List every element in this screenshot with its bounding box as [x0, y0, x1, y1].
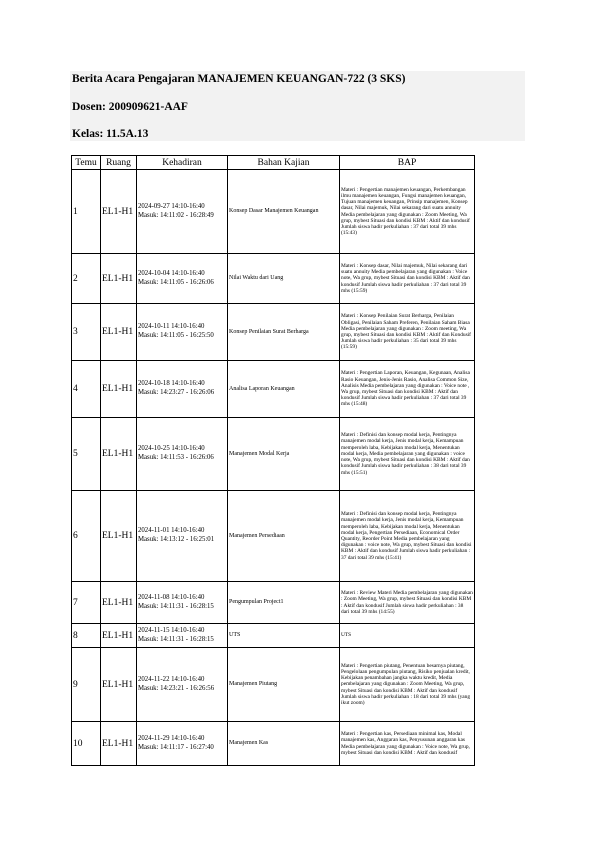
schedule-time: 2024-10-25 14:10-16:40	[138, 445, 205, 453]
cell-kehadiran	[137, 722, 228, 766]
cell-kehadiran	[137, 491, 228, 582]
checkin-time: Masuk: 14:13:12 - 16:25:01	[138, 536, 215, 543]
cell-bahan-kajian: UTS	[228, 624, 340, 648]
cell-ruang: EL1-H1	[101, 722, 137, 766]
cell-temu: 1	[72, 170, 101, 254]
cell-bahan-kajian: Analisa Laporan Keuangan	[228, 361, 340, 418]
col-header-kehadiran: Kehadiran	[137, 156, 228, 170]
cell-kehadiran	[137, 170, 228, 254]
cell-kehadiran	[137, 361, 228, 418]
lecturer-label: Dosen: 200909621-AAF	[72, 101, 188, 113]
checkin-time: Masuk: 14:11:02 - 16:28:49	[138, 211, 214, 219]
checkin-time: Masuk: 14:23:27 - 16:26:06	[138, 389, 215, 396]
cell-bahan-kajian: Manajemen Modal Kerja	[228, 418, 340, 491]
cell-bap: Materi : Pengertian piutang, Penentuan besarnya piutang, Pengelolaan pengumpulan piutang, Risiko penjualan kredit, Kebijakan penambahan jangka waktu kredit, Media pembelajaran yang digunakan : Zoom Meeting, Wa grup, mybest Situasi dan kondisi KBM : Aktif dan kondusif Jumlah siswa hadir perkuliahan : 18 dari total 39 mhs (yang ikut zoom)	[340, 648, 475, 722]
cell-ruang: EL1-H1	[101, 170, 137, 254]
cell-kehadiran	[137, 418, 228, 491]
cell-bahan-kajian: Konsep Dasar Manajemen Keuangan	[228, 170, 340, 254]
cell-temu: 2	[72, 254, 101, 304]
checkin-time: Masuk: 14:11:05 - 16:26:06	[138, 278, 214, 286]
checkin-time: Masuk: 14:11:05 - 16:25:50	[138, 332, 214, 339]
schedule-time: 2024-11-01 14:10-16:40	[138, 527, 205, 535]
cell-ruang: EL1-H1	[101, 361, 137, 418]
cell-bahan-kajian: Manajemen Persediaan	[228, 491, 340, 582]
table-row	[72, 582, 475, 624]
table-row	[72, 418, 475, 491]
table-row	[72, 254, 475, 304]
col-header-ruang: Ruang	[101, 156, 137, 170]
col-header-temu: Temu	[72, 156, 101, 170]
schedule-time: 2024-10-11 14:10-16:40	[138, 323, 205, 331]
cell-ruang: EL1-H1	[101, 648, 137, 722]
table-row	[72, 304, 475, 361]
table-row	[72, 170, 475, 254]
checkin-time: Masuk: 14:11:31 - 16:28:15	[138, 635, 214, 643]
cell-temu: 4	[72, 361, 101, 418]
schedule-time: 2024-10-18 14:10-16:40	[138, 380, 205, 388]
cell-bap: Materi : Definisi dan konsep modal kerja, Pentingnya manajemen modal kerja, Jenis modal kerja, Kemampuan memperoleh laba, Kebijakan modal kerja, Menentukan modal kerja, Pengertian Persediaan, Economical Order Quantity, Reorder Point Media pembelajaran yang digunakan : voice note, Wa grup, mybest Situasi dan kondisi KBM : Aktif dan kondusif Jumlah siswa hadir perkuliahan : 37 dari total 39 mhs (15:41)	[340, 491, 475, 582]
table-row	[72, 624, 475, 648]
cell-bap: Materi : Definisi dan konsep modal kerja, Pentingnya manajemen modal kerja, Jenis modal kerja, Kemampuan memperoleh laba, Kebijakan modal kerja, Menentukan modal kerja, Media pembelajaran yang digunakan : voice note, Wa grup, mybest Situasi dan kondisi KBM : Aktif dan kondusif Jumlah siswa hadir perkuliahan : 38 dari total 39 mhs (15:51)	[340, 418, 475, 491]
schedule-time: 2024-11-29 14:10-16:40	[138, 734, 205, 742]
col-header-bahan-kajian: Bahan Kajian	[228, 156, 340, 170]
table-row	[72, 722, 475, 766]
schedule-time: 2024-11-15 14:10-16:40	[138, 626, 205, 634]
cell-bahan-kajian: Nilai Waktu dari Uang	[228, 254, 340, 304]
cell-bap: Materi : Konsep dasar, Nilai majemuk, Nilai sekarang dari suatu annuity Media pembelajaran yang digunakan : Voice note, Wa grup, mybest Situasi dan kondisi KBM : Aktif dan kondusif Jumlah siswa hadir perkuliahan : 37 dari total 39 mhs (15:59)	[340, 254, 475, 304]
cell-bap: Materi : Pengertian manajemen keuangan, Perkembangan ilmu manajemen keuangan, Fungsi manajemen keuangan, Tujuan manajemen keuangan, Prinsip manajemen, Konsep dasar, Nilai majemuk, Nilai sekarang dari suatu annuity Media pembelajaran yang digunakan : Zoom Meeting, Wa grup, mybest Situasi dan kondisi KBM : Aktif dan kondusif Jumlah siswa hadir perkuliahan : 37 dari total 39 mhs (15:43)	[340, 170, 475, 254]
schedule-time: 2024-10-04 14:10-16:40	[138, 269, 205, 277]
cell-bap: Materi : Review Materi Media pembelajaran yang digunakan : Zoom Meeting, Wa grup, mybest Situasi dan kondisi KBM : Aktif dan kondusif Jumlah siswa hadir perkuliahan : 38 dari total 39 mhs (14:55)	[340, 582, 475, 624]
cell-kehadiran	[137, 254, 228, 304]
cell-ruang: EL1-H1	[101, 418, 137, 491]
checkin-time: Masuk: 14:11:53 - 16:26:06	[138, 454, 214, 461]
cell-bap: UTS	[340, 624, 475, 648]
cell-bahan-kajian: Manajemen Piutang	[228, 648, 340, 722]
cell-kehadiran	[137, 304, 228, 361]
cell-kehadiran	[137, 648, 228, 722]
cell-bap: Materi : Pengertian Laporan, Keuangan, Kegunaan, Analisa Rasio Keuangan, Jenis-Jenis Rasio, Analisa Common Size, Analisis Media pembelajaran yang digunakan : Voice note , Wa grup, mybest Situasi dan kondisi KBM : Aktif dan kondusif Jumlah siswa hadir perkuliahan : 37 dari total 39 mhs (15:48)	[340, 361, 475, 418]
schedule-time: 2024-11-08 14:10-16:40	[138, 593, 205, 601]
col-header-bap: BAP	[340, 156, 475, 170]
bap-table	[71, 155, 475, 766]
cell-temu: 9	[72, 648, 101, 722]
table-row	[72, 648, 475, 722]
cell-ruang: EL1-H1	[101, 304, 137, 361]
document-title: Berita Acara Pengajaran MANAJEMEN KEUANGAN-722 (3 SKS)	[72, 73, 406, 85]
cell-bap: Materi : Pengertian kas, Persediaan minimal kas, Modal manajemen kas, Anggaran kas, Penyusunan anggaran kas Media pembelajaran yang digunakan : Voice note, Wa grup, mybest Situasi dan kondisi KBM : Aktif dan kondusif	[340, 722, 475, 766]
cell-ruang: EL1-H1	[101, 624, 137, 648]
checkin-time: Masuk: 14:11:17 - 16:27:40	[138, 743, 214, 751]
document-header	[70, 71, 525, 141]
cell-bahan-kajian: Manajemen Kas	[228, 722, 340, 766]
cell-kehadiran	[137, 582, 228, 624]
cell-temu: 10	[72, 722, 101, 766]
cell-ruang: EL1-H1	[101, 491, 137, 582]
table-header-row	[72, 156, 475, 170]
table-row	[72, 361, 475, 418]
cell-kehadiran	[137, 624, 228, 648]
checkin-time: Masuk: 14:11:31 - 16:28:15	[138, 602, 214, 610]
cell-temu: 5	[72, 418, 101, 491]
class-label: Kelas: 11.5A.13	[72, 128, 149, 140]
cell-temu: 7	[72, 582, 101, 624]
checkin-time: Masuk: 14:23:21 - 16:26:56	[138, 684, 215, 692]
table-row	[72, 491, 475, 582]
cell-temu: 8	[72, 624, 101, 648]
cell-temu: 6	[72, 491, 101, 582]
cell-bap: Materi : Konsep Penilaian Surat Berharga, Penilaian Obligasi, Penilaian Saham Preferen, Penilaian Saham Biasa Media pembelajaran yang digunakan : Zoom meeting, Wa grup, mybest Situasi dan kondisi KBM : Aktif dan Kondusif Jumlah siswa hadir perkuliahan : 35 dari total 39 mhs (15:59)	[340, 304, 475, 361]
schedule-time: 2024-09-27 14:10-16:40	[138, 202, 205, 210]
cell-bahan-kajian: Pengumpulan Project1	[228, 582, 340, 624]
schedule-time: 2024-11-22 14:10-16:40	[138, 675, 205, 683]
cell-bahan-kajian: Konsep Penilaian Surat Berharga	[228, 304, 340, 361]
cell-ruang: EL1-H1	[101, 254, 137, 304]
cell-temu: 3	[72, 304, 101, 361]
cell-ruang: EL1-H1	[101, 582, 137, 624]
